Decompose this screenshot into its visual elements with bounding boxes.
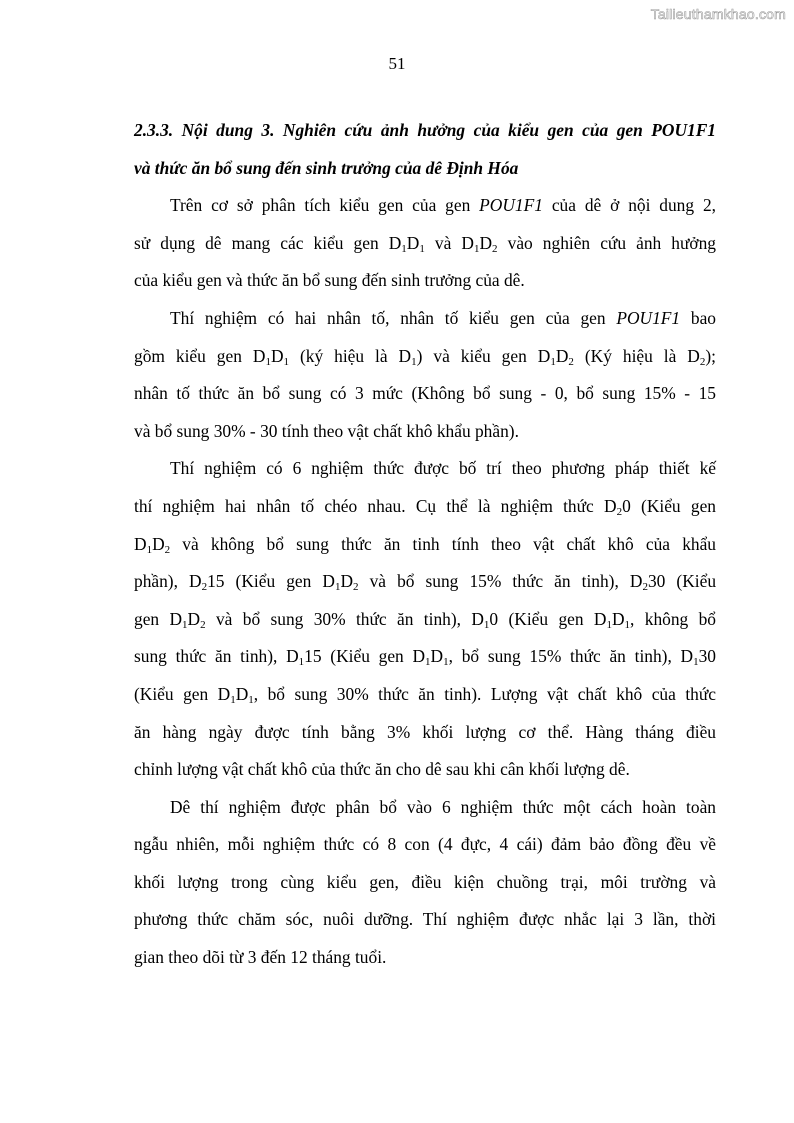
document-body (134, 112, 716, 977)
paragraph-line: sung thức ăn tinh), $D_115$ (Kiểu gen $D_1D_1$, bổ sung 15% thức ăn tinh), $D_130$ (134, 646, 716, 669)
paragraph-line: khối lượng trong cùng kiểu gen, điều kiện chuồng trại, môi trường và (134, 871, 716, 892)
paragraph-line: ngẫu nhiên, mỗi nghiệm thức có 8 con (4 đực, 4 cái) đảm bảo đồng đều về (134, 834, 716, 855)
paragraph-line: Dê thí nghiệm được phân bổ vào 6 nghiệm thức một cách hoàn toàn (170, 796, 716, 817)
paragraph-2 (134, 300, 716, 450)
paragraph-line: và bổ sung 30% - 30 tính theo vật chất khô khẩu phần). (134, 420, 519, 441)
paragraph-line: gian theo dõi từ 3 đến 12 tháng tuổi. (134, 947, 387, 968)
paragraph-line: Thí nghiệm có hai nhân tố, nhân tố kiểu gen của gen POU1F1 bao (170, 307, 716, 328)
paragraph-line: phần), $D_215$ (Kiểu gen $D_1D_2$ và bổ sung 15% thức ăn tinh), $D_230$ (Kiểu (134, 571, 717, 594)
heading-line-1: 2.3.3. Nội dung 3. Nghiên cứu ảnh hưởng của kiểu gen của gen POU1F1 (134, 120, 716, 140)
paragraph-line: ăn hàng ngày được tính bằng 3% khối lượng cơ thể. Hàng tháng điều (134, 721, 716, 742)
paragraph-line: Thí nghiệm có 6 nghiệm thức được bố trí theo phương pháp thiết kế (170, 458, 716, 479)
paragraph-line: (Kiểu gen $D_1D_1$, bổ sung 30% thức ăn tinh). Lượng vật chất khô của thức (134, 683, 716, 706)
paragraph-3 (134, 450, 716, 788)
paragraph-4 (134, 789, 716, 977)
paragraph-line: $D_1D_2$ và không bổ sung thức ăn tinh tính theo vật chất khô của khẩu (134, 533, 716, 556)
paragraph-line: chỉnh lượng vật chất khô của thức ăn cho dê sau khi cân khối lượng dê. (134, 759, 630, 780)
paragraph-line: Trên cơ sở phân tích kiểu gen của gen POU1F1 của dê ở nội dung 2, (170, 195, 716, 216)
paragraph-line: gen $D_1D_2$ và bổ sung 30% thức ăn tinh), $D_10$ (Kiểu gen $D_1D_1$, không bổ (134, 608, 716, 631)
page-number: 51 (388, 54, 406, 73)
paragraph-line: sử dụng dê mang các kiểu gen $D_1D_1$ và $D_1D_2$ vào nghiên cứu ảnh hưởng (134, 232, 716, 255)
paragraph-line: của kiểu gen và thức ăn bổ sung đến sinh trưởng của dê. (134, 270, 525, 291)
paragraph-line: phương thức chăm sóc, nuôi dưỡng. Thí nghiệm được nhắc lại 3 lần, thời (134, 909, 716, 930)
section-heading (134, 112, 716, 187)
heading-line-2: và thức ăn bổ sung đến sinh trưởng của dê Định Hóa (134, 157, 519, 178)
watermark-text: Tailieuthamkhao.com (650, 6, 786, 22)
paragraph-line: thí nghiệm hai nhân tố chéo nhau. Cụ thể là nghiệm thức $D_20$ (Kiểu gen (134, 495, 716, 518)
paragraph-1 (134, 187, 716, 300)
paragraph-line: gồm kiểu gen $D_1D_1$ (ký hiệu là $D_1$) và kiểu gen $D_1D_2$ (Ký hiệu là $D_2$); (134, 345, 716, 368)
paragraph-line: nhân tố thức ăn bổ sung có 3 mức (Không bổ sung - 0, bổ sung 15% - 15 (134, 383, 716, 404)
